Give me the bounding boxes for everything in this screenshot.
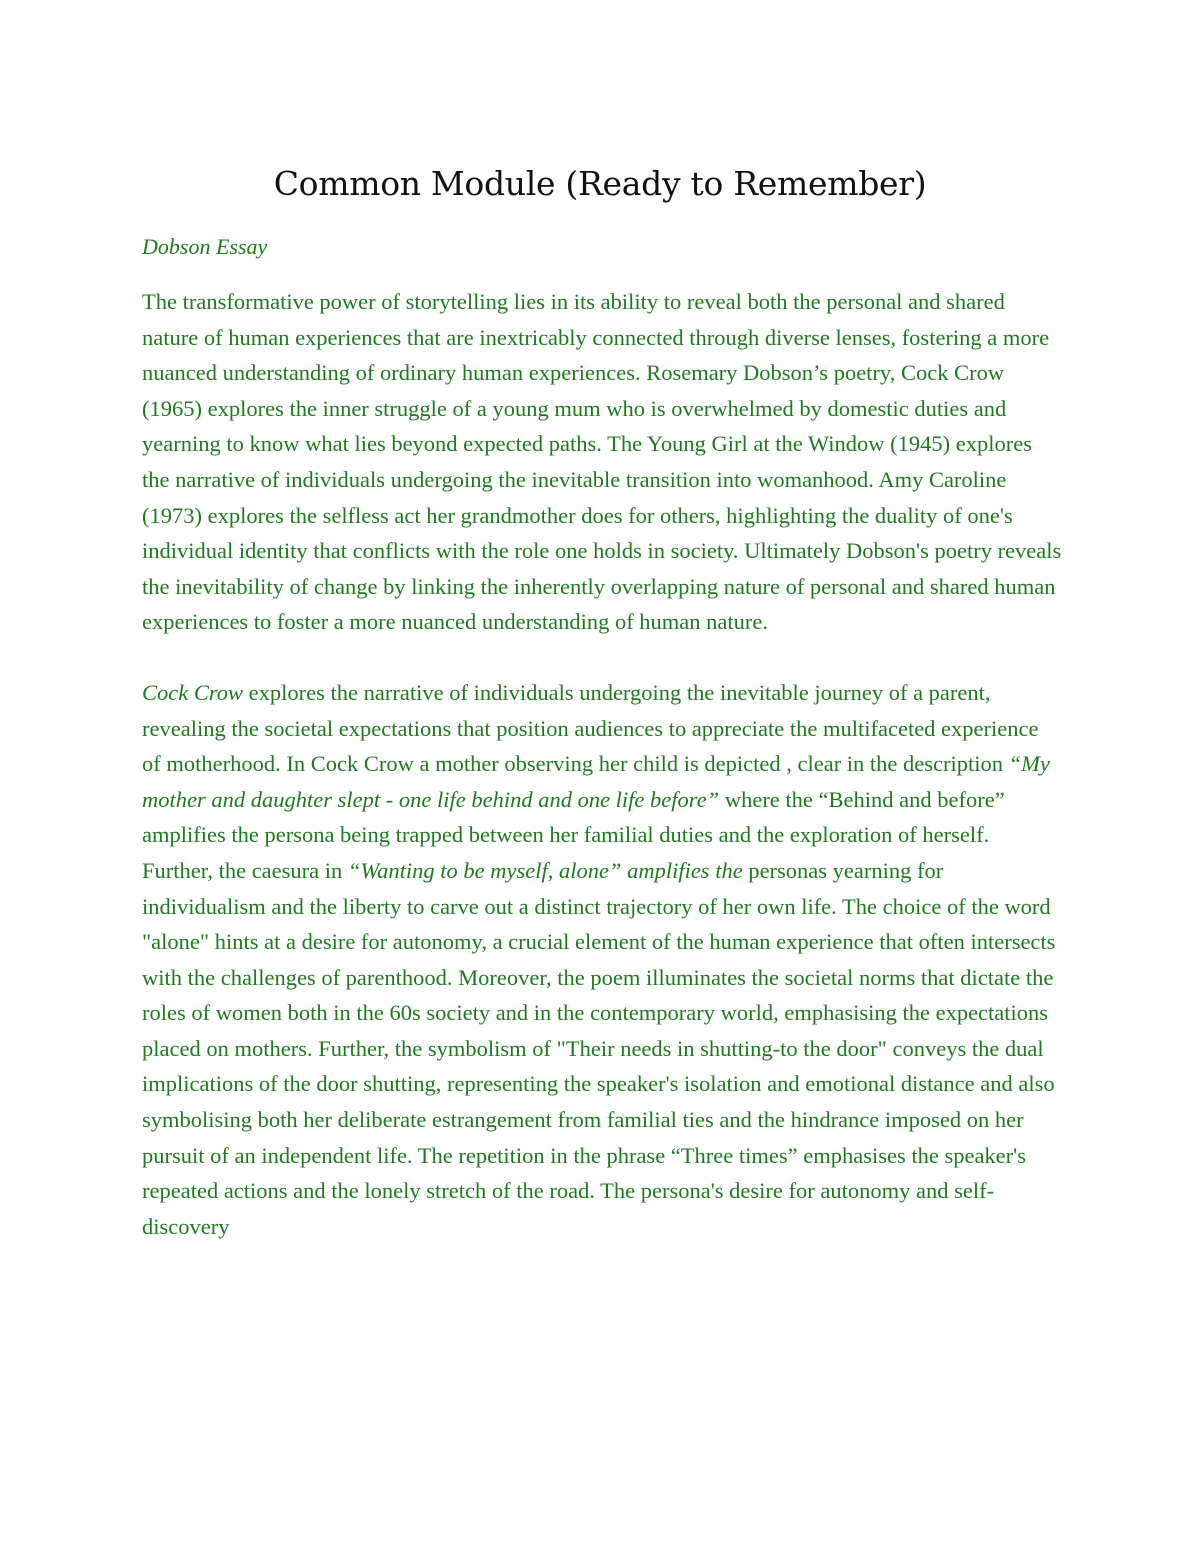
poem-title-cock-crow: Cock Crow (142, 679, 244, 705)
quote-mother-daughter: “My mother and daughter slept - one life behind and one life before” (142, 751, 1050, 812)
paragraph-text: where the “Behind and before” amplifies the persona being trapped between her familial duties and the exploration of herself. Further, the caesura in (142, 786, 1005, 883)
paragraph-text: personas yearning for individualism and the liberty to carve out a distinct trajectory of her own life. The choice of the word "alone" hints at a desire for autonomy, a crucial element of the human experience that often intersects with the challenges of parenthood. Moreover, the poem illuminates the societal norms that dictate the roles of women both in the 60s society and in the contemporary world, emphasising the expectations placed on mothers. Further, the symbolism of "Their needs in shutting-to the door" conveys the dual implications of the door shutting, representing the speaker's isolation and emotional distance and also symbolising both her deliberate estrangement from familial ties and the hindrance imposed on her pursuit of an independent life. The repetition in the phrase “Three times” emphasises the speaker's repeated actions and the lonely stretch of the road. The persona's desire for autonomy and self-discovery (142, 857, 1056, 1239)
document-title: Common Module (Ready to Remember) (273, 164, 927, 203)
document-body (142, 232, 1062, 1244)
intro-paragraph: The transformative power of storytelling lies in its ability to reveal both the personal and shared nature of human experiences that are inextricably connected through diverse lenses, fostering a more nuanced understanding of ordinary human experiences. Rosemary Dobson’s poetry, Cock Crow (1965) explores the inner struggle of a young mum who is overwhelmed by domestic duties and yearning to know what lies beyond expected paths. The Young Girl at the Window (1945) explores the narrative of individuals undergoing the inevitable transition into womanhood. Amy Caroline (1973) explores the selfless act her grandmother does for others, highlighting the duality of one's individual identity that conflicts with the role one holds in society. Ultimately Dobson's poetry reveals the inevitability of change by linking the inherently overlapping nature of personal and shared human experiences to foster a more nuanced understanding of human nature. (142, 289, 1062, 635)
quote-wanting-to-be-myself: “Wanting to be myself, alone” amplifies the (347, 857, 743, 883)
document-subtitle: Dobson Essay (142, 234, 268, 259)
paragraph-text: explores the narrative of individuals undergoing the inevitable journey of a parent, revealing the societal expectations that position audiences to appreciate the multifaceted experience of motherhood. In Cock Crow a mother observing her child is depicted , clear in the description (142, 679, 1039, 777)
body-paragraph (142, 675, 1062, 1245)
